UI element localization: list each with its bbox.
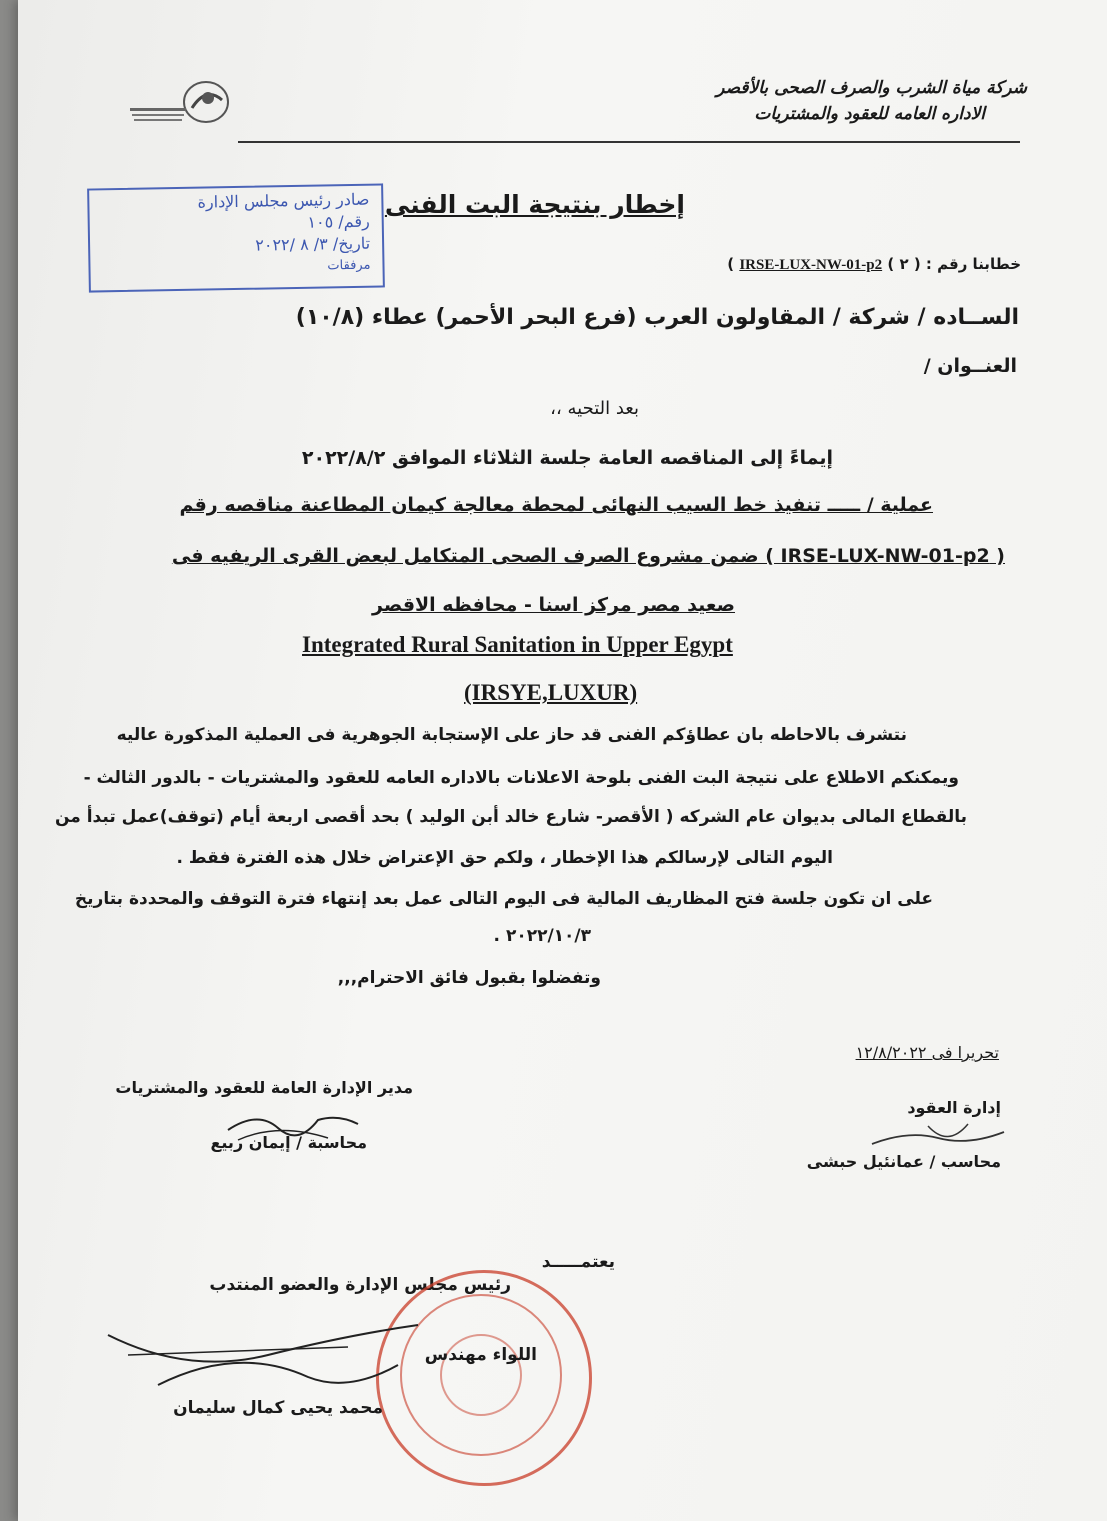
greeting: بعد التحيه ،،: [550, 398, 639, 419]
company-logo: [122, 78, 232, 133]
stamp-line-issuer: صادر رئيس مجلس الإدارة: [197, 189, 370, 212]
project-line: ( IRSE-LUX-NW-01-p2 ) ضمن مشروع الصرف الصحى المتكامل لبعض القرى الريفيه فى: [171, 545, 1005, 567]
chairman-name: محمد يحيى كمال سليمان: [173, 1398, 383, 1418]
paragraph-line-5: على ان تكون جلسة فتح المظاريف المالية فى اليوم التالى عمل بعد إنتهاء فترة التوقف والمحددة بتاريخ: [74, 889, 933, 909]
paragraph-line-2: ويمكنكم الاطلاع على نتيجة البت الفنى بلوحة الاعلانات بالاداره العامه للعقود والمشتريات - بالدور الثالث -: [83, 768, 959, 788]
reference-prefix: خطابنا رقم : ( ٢ ): [887, 255, 1021, 273]
location-line: صعيد مصر مركز اسنا - محافظه الاقصر: [372, 594, 735, 616]
chairman-rank: اللواء مهندس: [424, 1345, 537, 1365]
letter-page: [18, 0, 1107, 1521]
tender-session-line: إيماءً إلى المناقصه العامة جلسة الثلاثاء الموافق ٢٠٢٢/٨/٢: [301, 447, 833, 469]
chairman-signature: [98, 1315, 428, 1409]
paragraph-line-3: بالقطاع المالى بديوان عام الشركه ( الأقصر- شارع خالد أبن الوليد ) بحد أقصى اربعة أيام (توقف)عمل تبدأ من: [54, 807, 967, 827]
english-project-code: (IRSYE,LUXUR): [464, 680, 638, 705]
right-signatory-title: إدارة العقود: [907, 1098, 1001, 1117]
left-signatory-name: محاسبة / إيمان ربيع: [210, 1133, 367, 1152]
english-project-title: Integrated Rural Sanitation in Upper Egypt: [302, 632, 733, 657]
paragraph-line-4: اليوم التالى لإرسالكم هذا الإخطار ، ولكم حق الإعتراض خلال هذه الفترة فقط .: [176, 848, 833, 868]
stamp-line-number: رقم/ ١٠٥: [307, 211, 370, 232]
date-written: تحريرا فى ١٢/٨/٢٠٢٢: [855, 1043, 999, 1062]
letter-title: إخطار بنتيجة البت الفنى: [384, 190, 685, 219]
paragraph-line-6: ٢٠٢٢/١٠/٣ .: [493, 926, 591, 946]
right-signatory-name: محاسب / عمانئيل حبشى: [806, 1152, 1001, 1171]
reference-line: [727, 255, 1021, 274]
closing-line: وتفضلوا بقبول فائق الاحترام,,,: [337, 968, 601, 988]
stamp-line-attachments: مرفقات: [327, 257, 371, 274]
approval-label: يعتمـــــد: [541, 1252, 615, 1272]
reference-suffix: ): [727, 255, 735, 273]
address-label: العنــوان /: [923, 355, 1017, 377]
department-name: الاداره العامه للعقود والمشتريات: [754, 104, 985, 124]
operation-line: عملية / ـــــ تنفيذ خط السيب النهائى لمحطة معالجة كيمان المطاعنة مناقصه رقم: [179, 494, 933, 516]
left-signatory-title: مدير الإدارة العامة للعقود والمشتريات: [115, 1078, 413, 1097]
chairman-title: رئيس مجلس الإدارة والعضو المنتدب: [209, 1275, 511, 1295]
outgoing-stamp: [87, 183, 385, 292]
stamp-line-date: تاريخ/ ٣/ ٨ /٢٠٢٢: [255, 233, 371, 255]
company-name: شركة مياة الشرب والصرف الصحى بالأقصر: [716, 78, 1027, 98]
reference-code: IRSE-LUX-NW-01-p2: [739, 257, 883, 273]
paragraph-line-1: نتشرف بالاحاطه بان عطاؤكم الفنى قد حاز على الإستجابة الجوهرية فى العملية المذكورة عاليه: [116, 725, 907, 745]
recipient-line: الســاده / شركة / المقاولون العرب (فرع البحر الأحمر) عطاء (١٠/٨): [295, 305, 1019, 330]
header-divider: [238, 141, 1020, 143]
